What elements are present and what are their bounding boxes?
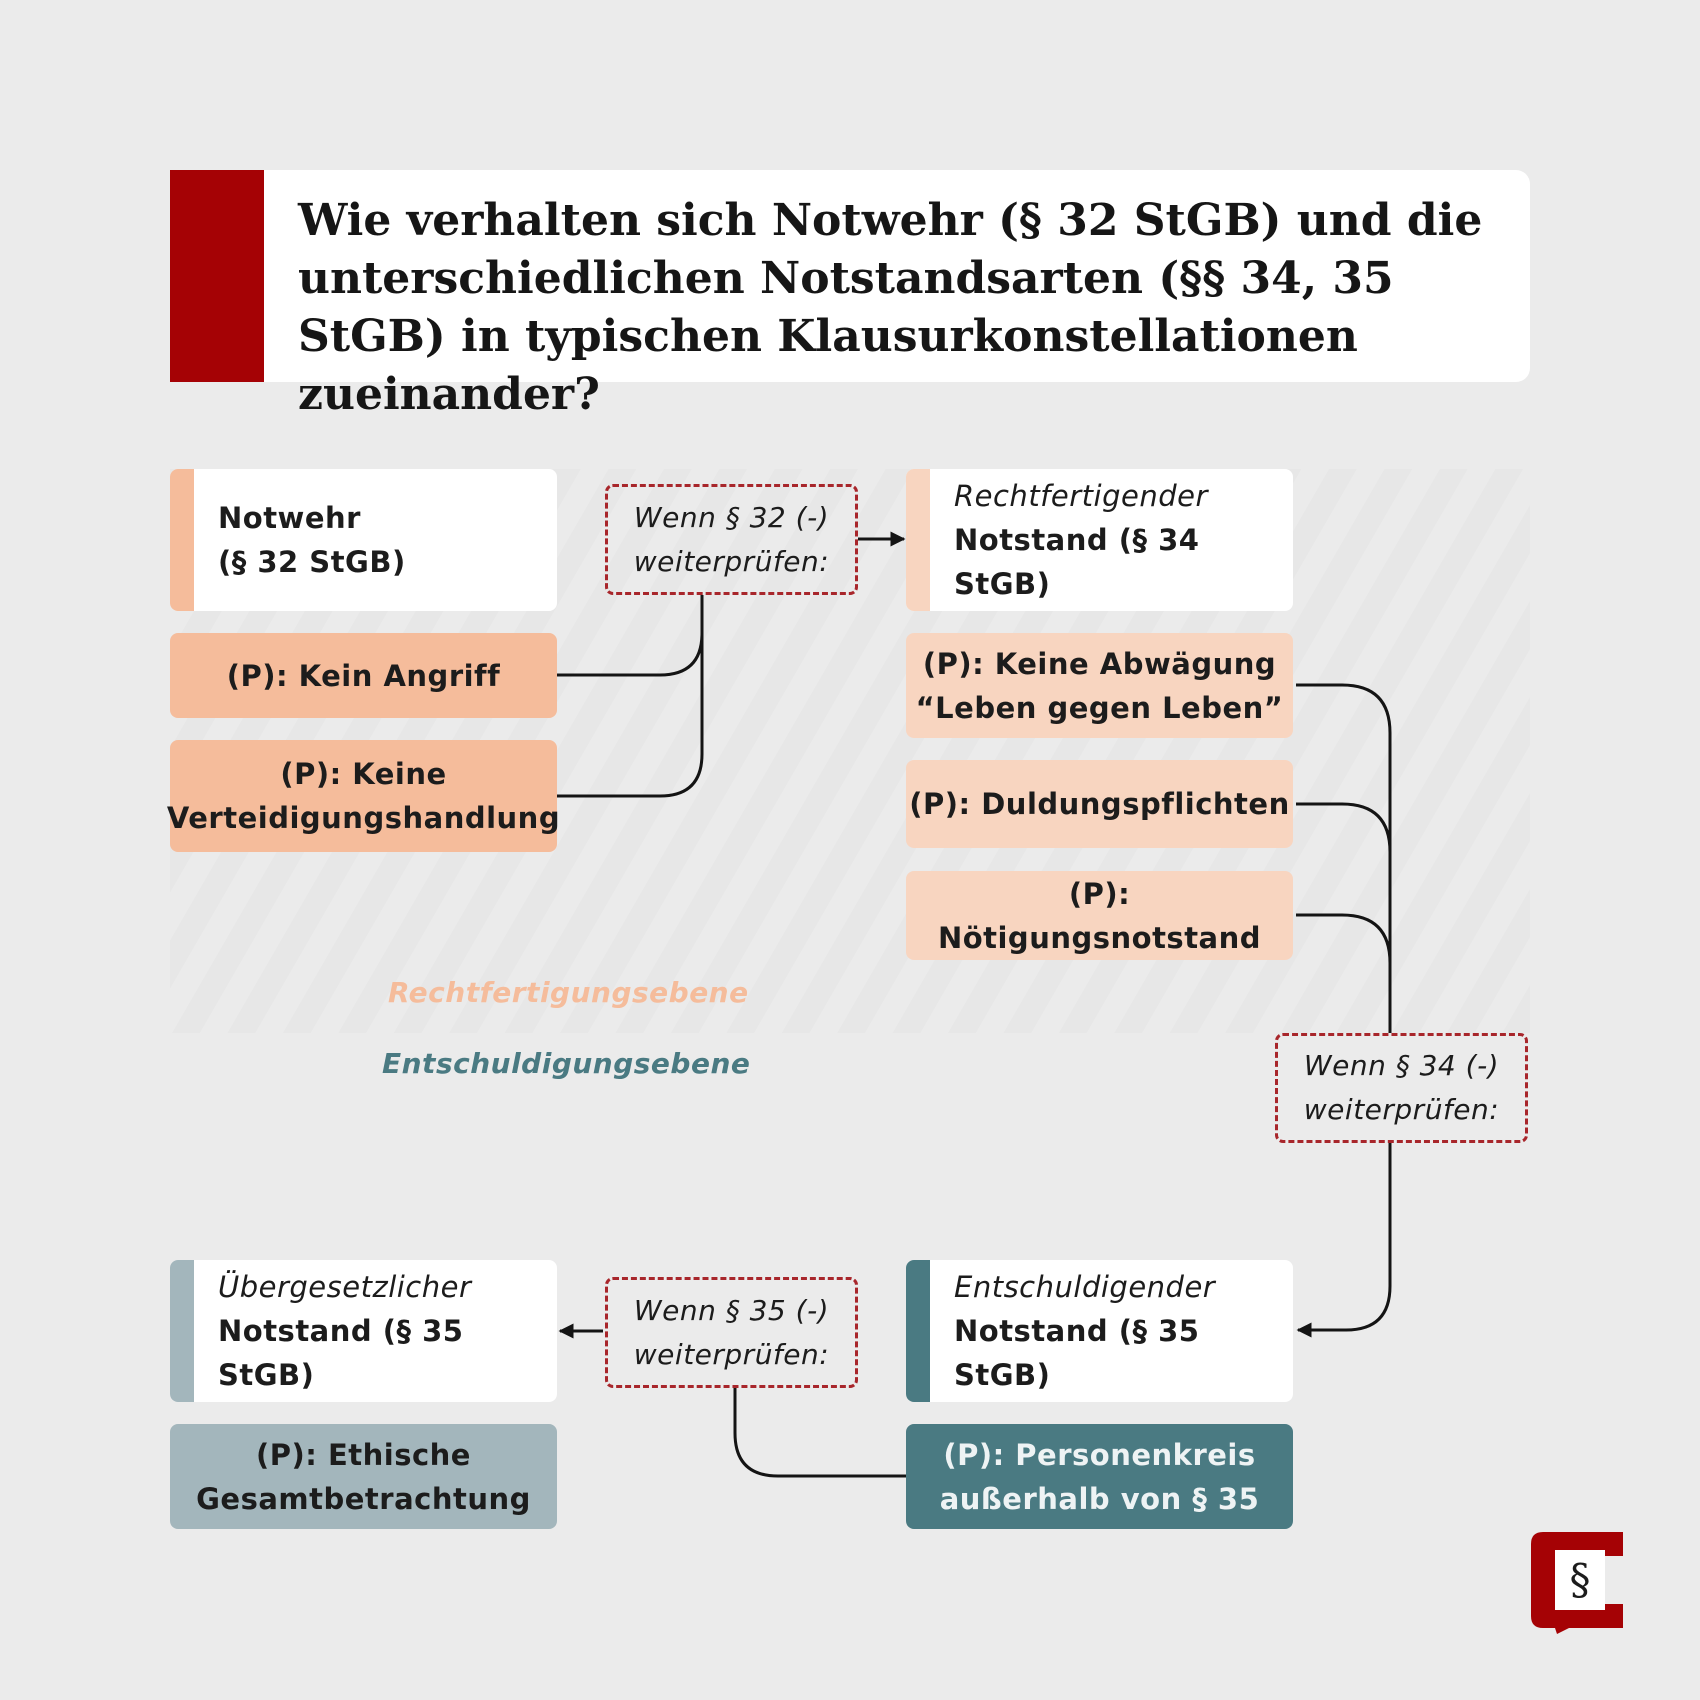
- notstand-34-box: [906, 469, 1293, 611]
- excuse-level-label: Entschuldigungsebene: [382, 1047, 751, 1080]
- notwehr-box: [170, 469, 557, 611]
- notstand-35-accent-bar: [906, 1260, 930, 1402]
- connector-abwaegung: [1296, 685, 1390, 1033]
- notwehr-line2: (§ 32 StGB): [218, 545, 406, 579]
- uebergesetzlich-box: [170, 1260, 557, 1402]
- notstand-34-line2: Notstand (§ 34 StGB): [954, 523, 1200, 601]
- uebergesetzlich-line2: Notstand (§ 35 StGB): [218, 1314, 464, 1392]
- notstand-35-line1: Entschuldigender: [954, 1270, 1216, 1304]
- problem-personenkreis-line2: außerhalb von § 35: [939, 1481, 1260, 1516]
- condition-35-box: [605, 1277, 858, 1388]
- condition-32-line2: weiterprüfen:: [633, 544, 830, 578]
- problem-kein-angriff-label: (P): Kein Angriff: [226, 658, 501, 693]
- problem-noetigungsnotstand: [906, 871, 1293, 960]
- condition-35-line2: weiterprüfen:: [633, 1337, 830, 1371]
- problem-kein-angriff: [170, 633, 557, 718]
- justification-level-label: Rechtfertigungsebene: [388, 976, 749, 1009]
- problem-duldung-label: (P): Duldungspflichten: [909, 787, 1290, 821]
- notstand-34-accent-bar: [906, 469, 930, 611]
- problem-ethisch-line1: (P): Ethische: [256, 1437, 471, 1472]
- arrow-to-notstand-35: [1298, 1143, 1390, 1330]
- logo-symbol: §: [1569, 1555, 1591, 1604]
- paragraph-logo-icon: [1527, 1528, 1633, 1634]
- condition-32-line1: Wenn § 32 (-): [633, 500, 830, 534]
- condition-34-line2: weiterprüfen:: [1303, 1093, 1500, 1126]
- page-title: Wie verhalten sich Notwehr (§ 32 StGB) und die unterschiedlichen Notstandsarten (§§ 34, 35 StGB) in typischen Klausurkonstellationen zueinander?: [298, 195, 1483, 420]
- problem-noetigung-label: (P): Nötigungsnotstand: [937, 876, 1262, 955]
- notwehr-line1: Notwehr: [218, 501, 361, 535]
- notstand-34-line1: Rechtfertigender: [954, 479, 1208, 513]
- condition-32-box: [605, 484, 858, 595]
- connector-duldung: [1296, 804, 1390, 1033]
- problem-keine-abwaegung: [906, 633, 1293, 738]
- uebergesetzlich-accent-bar: [170, 1260, 194, 1402]
- problem-personenkreis: [906, 1424, 1293, 1529]
- problem-keine-verteidigungshandlung: [166, 740, 561, 852]
- connector-personenkreis: [735, 1388, 906, 1476]
- problem-ethische-gesamtbetrachtung: [170, 1424, 557, 1529]
- problem-duldungspflichten: [906, 760, 1293, 848]
- notwehr-accent-bar: [170, 469, 194, 611]
- problem-personenkreis-line1: (P): Personenkreis: [943, 1437, 1256, 1472]
- notstand-35-line2: Notstand (§ 35 StGB): [954, 1314, 1200, 1392]
- connector-kein-angriff: [557, 595, 702, 675]
- connector-keine-verteidigung: [557, 595, 702, 796]
- connector-noetigung: [1296, 915, 1390, 1033]
- problem-keine-verteidigung-line2: Verteidigungshandlung: [166, 801, 561, 835]
- problem-abwaegung-line1: (P): Keine Abwägung: [922, 646, 1277, 681]
- uebergesetzlich-line1: Übergesetzlicher: [218, 1270, 472, 1304]
- problem-abwaegung-line2: “Leben gegen Leben”: [915, 690, 1284, 725]
- notstand-35-box: [906, 1260, 1293, 1402]
- condition-35-line1: Wenn § 35 (-): [633, 1293, 830, 1327]
- condition-34-box: [1275, 1033, 1528, 1143]
- problem-keine-verteidigung-line1: (P): Keine: [280, 757, 447, 791]
- condition-34-line1: Wenn § 34 (-): [1303, 1049, 1500, 1082]
- problem-ethisch-line2: Gesamtbetrachtung: [196, 1481, 531, 1516]
